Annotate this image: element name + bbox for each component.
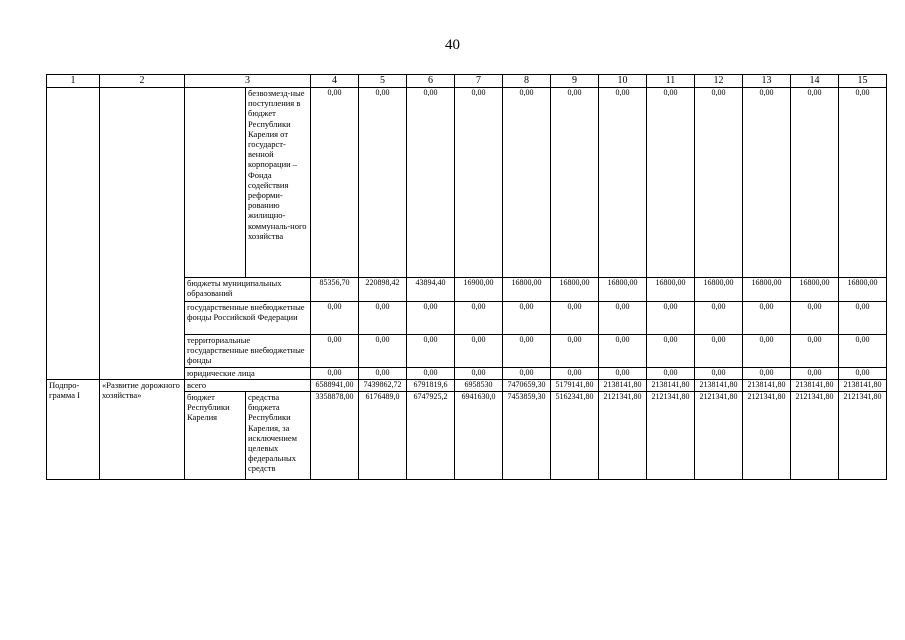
header-cell: 1 (47, 75, 100, 88)
value-cell: 6176489,0 (359, 392, 407, 480)
value-cell: 2138141,80 (599, 380, 647, 392)
value-cell: 0,00 (455, 88, 503, 278)
value-cell: 16800,00 (743, 278, 791, 302)
value-cell: 0,00 (599, 88, 647, 278)
header-cell: 4 (311, 75, 359, 88)
budget-table (46, 74, 887, 480)
value-cell: 43894,40 (407, 278, 455, 302)
value-cell: 2138141,80 (791, 380, 839, 392)
value-cell: 6791819,6 (407, 380, 455, 392)
value-cell: 2121341,80 (695, 392, 743, 480)
value-cell: 0,00 (503, 302, 551, 335)
value-cell: 0,00 (839, 88, 887, 278)
value-cell: 0,00 (647, 302, 695, 335)
header-cell: 5 (359, 75, 407, 88)
value-cell: 0,00 (311, 302, 359, 335)
cell-empty (100, 88, 185, 380)
value-cell: 0,00 (695, 302, 743, 335)
value-cell: 2138141,80 (743, 380, 791, 392)
value-cell: 0,00 (647, 88, 695, 278)
cell-empty (47, 88, 100, 380)
value-cell: 16800,00 (647, 278, 695, 302)
value-cell: 5179141,80 (551, 380, 599, 392)
value-cell: 0,00 (599, 335, 647, 368)
value-cell: 2121341,80 (599, 392, 647, 480)
value-cell: 0,00 (503, 335, 551, 368)
value-cell: 0,00 (551, 302, 599, 335)
header-cell: 11 (647, 75, 695, 88)
value-cell: 0,00 (839, 335, 887, 368)
value-cell: 0,00 (551, 88, 599, 278)
cell-empty (185, 88, 246, 278)
value-cell: 0,00 (695, 335, 743, 368)
value-cell: 220898,42 (359, 278, 407, 302)
value-cell: 7470659,30 (503, 380, 551, 392)
header-cell: 13 (743, 75, 791, 88)
value-cell: 16800,00 (503, 278, 551, 302)
value-cell: 6747925,2 (407, 392, 455, 480)
table-row (47, 88, 887, 278)
source-cell: безвозмезд-ные поступления в бюджет Республики Карелия от государст-венной корпорации – Фонда содействия реформи-рованию жилищно-коммуналь-ного хозяйства (246, 88, 311, 278)
header-row (47, 75, 887, 88)
value-cell: 0,00 (695, 88, 743, 278)
value-cell: 16800,00 (839, 278, 887, 302)
header-cell: 9 (551, 75, 599, 88)
value-cell: 0,00 (599, 368, 647, 380)
value-cell: 0,00 (407, 368, 455, 380)
value-cell: 0,00 (407, 335, 455, 368)
value-cell: 0,00 (455, 302, 503, 335)
value-cell: 2138141,80 (695, 380, 743, 392)
value-cell: 0,00 (359, 368, 407, 380)
value-cell: 0,00 (551, 368, 599, 380)
value-cell: 0,00 (743, 335, 791, 368)
value-cell: 0,00 (455, 368, 503, 380)
source-cell: юридические лица (185, 368, 311, 380)
value-cell: 0,00 (743, 368, 791, 380)
value-cell: 0,00 (407, 88, 455, 278)
header-cell: 15 (839, 75, 887, 88)
value-cell: 7453859,30 (503, 392, 551, 480)
header-cell: 12 (695, 75, 743, 88)
value-cell: 16800,00 (791, 278, 839, 302)
value-cell: 0,00 (503, 368, 551, 380)
table-row (47, 380, 887, 392)
value-cell: 2121341,80 (791, 392, 839, 480)
value-cell: 0,00 (359, 302, 407, 335)
value-cell: 0,00 (311, 335, 359, 368)
header-cell: 2 (100, 75, 185, 88)
value-cell: 7439862,72 (359, 380, 407, 392)
value-cell: 0,00 (743, 302, 791, 335)
value-cell: 6941630,0 (455, 392, 503, 480)
source-cell: всего (185, 380, 311, 392)
source-cell: бюджет Республики Карелия (185, 392, 246, 480)
source-cell: государственные внебюджетные фонды Российской Федерации (185, 302, 311, 335)
header-cell: 7 (455, 75, 503, 88)
value-cell: 0,00 (839, 302, 887, 335)
value-cell: 2121341,80 (839, 392, 887, 480)
value-cell: 0,00 (311, 368, 359, 380)
subprogram-name: «Развитие дорожного хозяйства» (100, 380, 185, 480)
value-cell: 2121341,80 (743, 392, 791, 480)
value-cell: 2121341,80 (647, 392, 695, 480)
value-cell: 0,00 (455, 335, 503, 368)
value-cell: 0,00 (599, 302, 647, 335)
value-cell: 0,00 (359, 88, 407, 278)
source-cell: территориальные государственные внебюджетные фонды (185, 335, 311, 368)
source-cell: бюджеты муниципальных образований (185, 278, 311, 302)
value-cell: 0,00 (503, 88, 551, 278)
value-cell: 3358878,00 (311, 392, 359, 480)
value-cell: 0,00 (791, 368, 839, 380)
value-cell: 5162341,80 (551, 392, 599, 480)
value-cell: 16800,00 (599, 278, 647, 302)
value-cell: 16800,00 (551, 278, 599, 302)
value-cell: 6588941,00 (311, 380, 359, 392)
value-cell: 0,00 (743, 88, 791, 278)
value-cell: 6958530 (455, 380, 503, 392)
page-number: 40 (445, 37, 460, 53)
value-cell: 0,00 (647, 368, 695, 380)
value-cell: 0,00 (359, 335, 407, 368)
value-cell: 0,00 (647, 335, 695, 368)
value-cell: 16900,00 (455, 278, 503, 302)
value-cell: 0,00 (791, 302, 839, 335)
value-cell: 0,00 (407, 302, 455, 335)
value-cell: 2138141,80 (839, 380, 887, 392)
value-cell: 0,00 (311, 88, 359, 278)
header-cell: 3 (185, 75, 311, 88)
value-cell: 0,00 (791, 88, 839, 278)
value-cell: 0,00 (695, 368, 743, 380)
value-cell: 16800,00 (695, 278, 743, 302)
value-cell: 0,00 (791, 335, 839, 368)
header-cell: 10 (599, 75, 647, 88)
value-cell: 0,00 (551, 335, 599, 368)
header-cell: 14 (791, 75, 839, 88)
value-cell: 0,00 (839, 368, 887, 380)
source-subcell: средства бюджета Республики Карелия, за исключением целевых федеральных средств (246, 392, 311, 480)
header-cell: 8 (503, 75, 551, 88)
value-cell: 2138141,80 (647, 380, 695, 392)
subprogram-code: Подпро-грамма I (47, 380, 100, 480)
header-cell: 6 (407, 75, 455, 88)
value-cell: 85356,70 (311, 278, 359, 302)
